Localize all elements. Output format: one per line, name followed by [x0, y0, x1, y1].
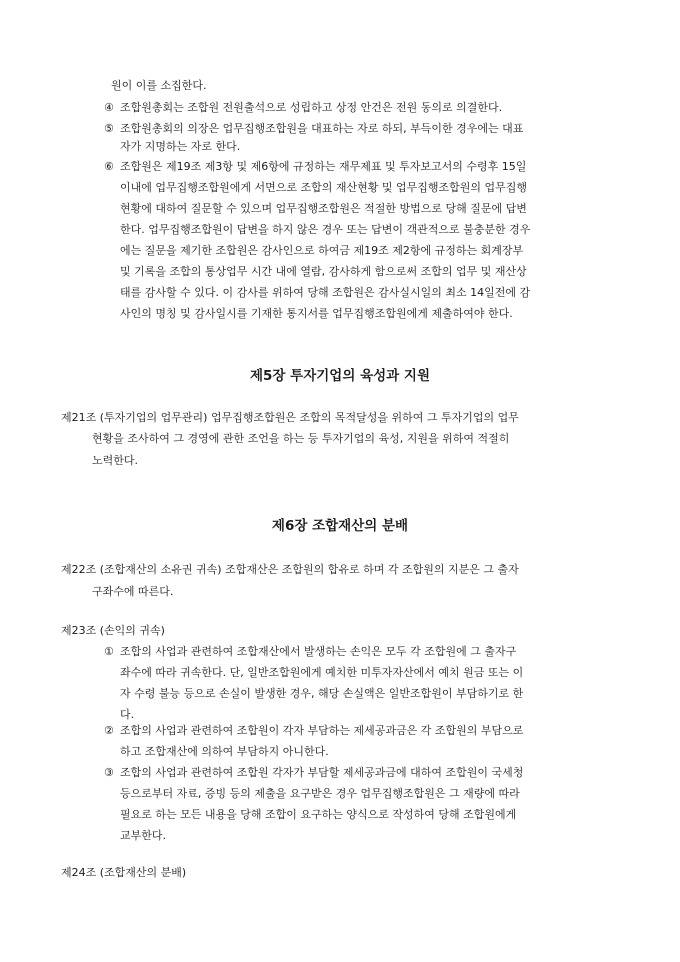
paragraph-line: 원이 이를 소집한다.: [111, 79, 207, 92]
paragraph-6: [104, 160, 526, 174]
article-23-item-1: [104, 645, 516, 659]
paragraph-line: 조합원은 제19조 제3항 및 제6항에 규정하는 재무제표 및 투자보고서의 수령후 15일: [120, 160, 527, 173]
article-23-item-2: [104, 724, 523, 738]
item-marker: ①: [104, 645, 114, 658]
paragraph-line: 자 수령 불능 등으로 손실이 발생한 경우, 해당 손실액은 일반조합원이 부담하기로 한: [120, 687, 524, 700]
paragraph-line: 조합의 사업과 관련하여 조합원 각자가 부담할 제세공과금에 대하여 조합원이 국세청: [120, 766, 524, 779]
item-marker: ⑥: [104, 160, 114, 173]
paragraph-line: 사인의 명칭 및 감사일시를 기재한 통지서를 업무집행조합원에게 제출하여야 한다.: [120, 307, 513, 320]
item-marker: ④: [104, 101, 114, 114]
item-marker: ②: [104, 724, 114, 737]
paragraph-line: 하고 조합재산에 의하여 부담하지 아니한다.: [120, 745, 329, 758]
paragraph-line: 필요로 하는 모든 내용을 당해 조합이 요구하는 양식으로 작성하여 당해 조합원에게: [120, 808, 517, 821]
article-21-line: 제21조 (투자기업의 업무관리) 업무집행조합원은 조합의 목적달성을 위하여 그 투자기업의 업무: [61, 411, 519, 424]
chapter-heading: 제6장 조합재산의 분배: [271, 518, 409, 534]
paragraph-line: 자가 지명하는 자로 한다.: [120, 140, 241, 153]
paragraph-line: 교부한다.: [120, 829, 167, 842]
paragraph-line: 다.: [120, 708, 135, 721]
paragraph-4: [104, 101, 502, 115]
paragraph-line: 좌수에 따라 귀속한다. 단, 일반조합원에게 예치한 미투자자산에서 예치 원금 또는 이: [120, 666, 524, 679]
paragraph-line: 조합원총회의 의장은 업무집행조합원을 대표하는 자로 하되, 부득이한 경우에는 대표: [120, 122, 524, 135]
paragraph-line: 에는 질문을 제기한 조합원은 감사인으로 하여금 제19조 제2항에 규정하는 회계장부: [120, 244, 524, 257]
article-21-line: 현황을 조사하여 그 경영에 관한 조언을 하는 등 투자기업의 육성, 지원을 위하여 적절히: [92, 432, 510, 445]
paragraph-line: 조합의 사업과 관련하여 조합원이 각자 부담하는 제세공과금은 각 조합원의 부담으로: [120, 724, 524, 737]
article-24-title: 제24조 (조합재산의 분배): [61, 866, 187, 879]
paragraph-line: 이내에 업무집행조합원에게 서면으로 조합의 재산현황 및 업무집행조합원의 업무집행: [120, 181, 528, 194]
paragraph-5: [104, 122, 523, 136]
paragraph-line: 한다. 업무집행조합원이 답변을 하지 않은 경우 또는 답변이 객관적으로 불충분한 경우: [120, 223, 531, 236]
article-22-line: 제22조 (조합재산의 소유권 귀속) 조합재산은 조합원의 합유로 하며 각 조합원의 지분은 그 출자: [61, 563, 519, 576]
article-23-title: 제23조 (손익의 귀속): [61, 624, 165, 637]
article-23-item-3: [104, 766, 523, 780]
item-marker: ③: [104, 766, 114, 779]
paragraph-line: 태를 감사할 수 있다. 이 감사를 위하여 당해 조합원은 감사실시일의 최소 14일전에 감: [120, 286, 531, 299]
paragraph-line: 조합원총회는 조합원 전원출석으로 성립하고 상정 안건은 전원 동의로 의결한다.: [120, 101, 503, 114]
paragraph-line: 현황에 대하여 질문할 수 있으며 업무집행조합원은 적절한 방법으로 당해 질문에 답변: [120, 202, 527, 215]
article-22-line: 구좌수에 따른다.: [92, 585, 174, 598]
paragraph-line: 등으로부터 자료, 증빙 등의 제출을 요구받은 경우 업무집행조합원은 그 재량에 따라: [120, 787, 520, 800]
paragraph-line: 조합의 사업과 관련하여 조합재산에서 발생하는 손익은 모두 각 조합원에 그 출자구: [120, 645, 517, 658]
item-marker: ⑤: [104, 122, 114, 135]
paragraph-line: 및 기록을 조합의 통상업무 시간 내에 열람, 감사하게 함으로써 조합의 업무 및 재산상: [120, 265, 527, 278]
article-21-line: 노력한다.: [92, 454, 139, 467]
chapter-heading: 제5장 투자기업의 육성과 지원: [250, 368, 430, 384]
